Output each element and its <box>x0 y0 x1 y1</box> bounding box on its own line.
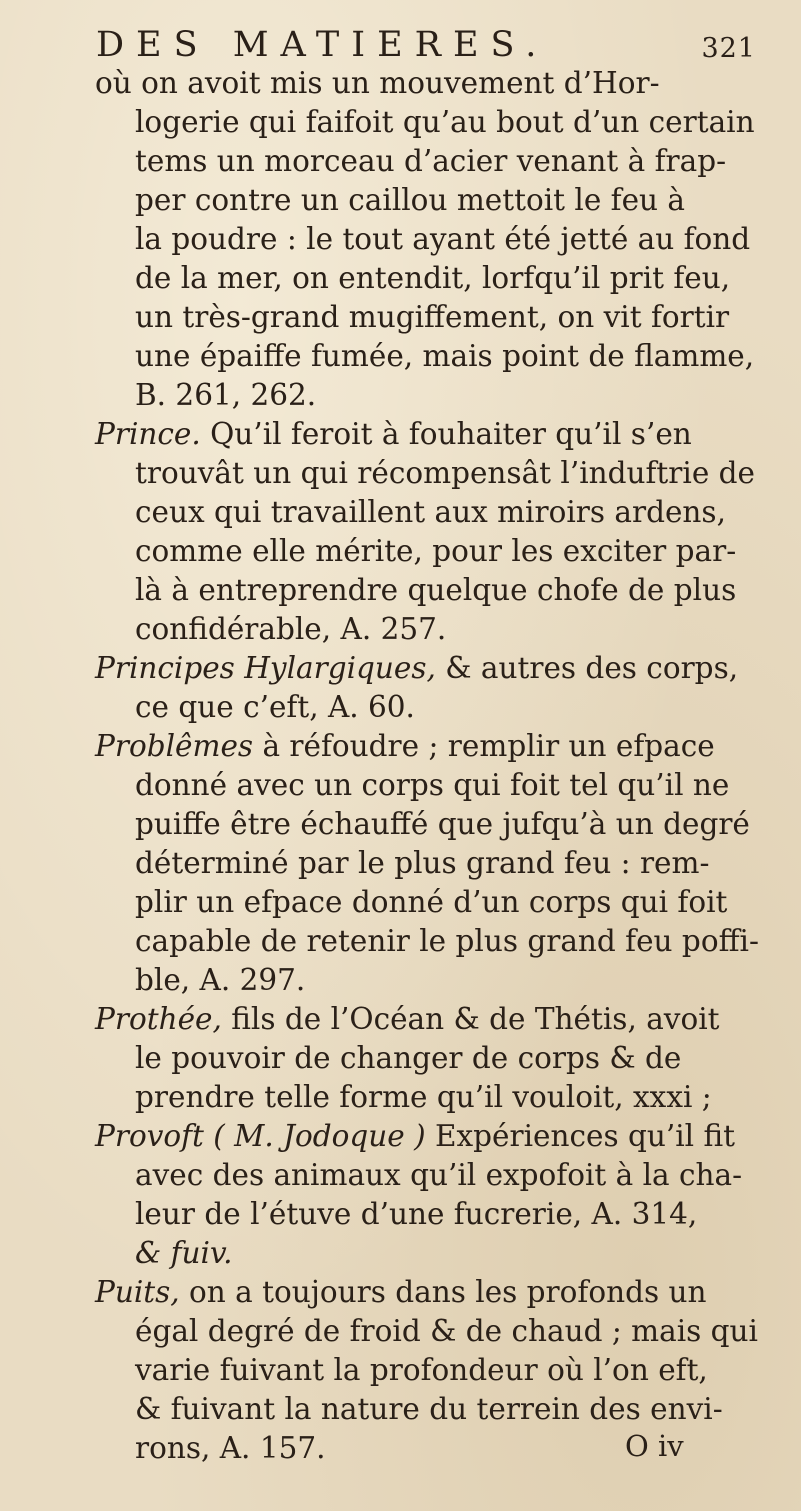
entry-headword: Prothée, <box>95 1002 222 1036</box>
index-line: prendre telle forme qu’il vouloit, xxxi ; <box>135 1080 712 1114</box>
index-entry-first-line <box>95 727 715 767</box>
index-line: une épaiffe fumée, mais point de flamme, <box>135 339 755 373</box>
index-line: ceux qui travaillent aux miroirs ardens, <box>135 495 726 529</box>
index-line: per contre un caillou mettoit le feu à <box>135 183 685 217</box>
index-line: donné avec un corps qui foit tel qu’il ne <box>135 768 730 802</box>
index-line: la poudre : le tout ayant été jetté au fond <box>135 222 751 256</box>
entry-headword: Problêmes <box>95 729 254 763</box>
index-line: B. 261, 262. <box>135 378 317 412</box>
entry-text: Expériences qu’il fit <box>425 1119 736 1153</box>
entry-text: & autres des corps, <box>435 651 739 685</box>
index-line: ce que c’eft, A. 60. <box>135 690 415 724</box>
entry-headword: Principes Hylargiques, <box>95 651 436 685</box>
page-number: 321 <box>701 33 756 64</box>
entry-text: on a toujours dans les profonds un <box>179 1275 707 1309</box>
index-line: le pouvoir de changer de corps & de <box>135 1041 682 1075</box>
index-line: un très-grand mugiffement, on vit fortir <box>135 300 730 334</box>
index-line: confidérable, A. 257. <box>135 612 447 646</box>
index-line: plir un efpace donné d’un corps qui foit <box>135 885 728 919</box>
entry-text: Qu’il feroit à fouhaiter qu’il s’en <box>200 417 692 451</box>
entry-text: à réfoudre ; remplir un efpace <box>253 729 715 763</box>
index-line: logerie qui faifoit qu’au bout d’un certain <box>135 105 755 139</box>
signature-mark: O iv <box>625 1429 684 1463</box>
index-entry-first-line <box>95 1273 707 1313</box>
index-line: leur de l’étuve d’une fucrerie, A. 314, <box>135 1197 698 1231</box>
index-entry-first-line <box>95 415 692 455</box>
index-line: puiffe être échauffé que jufqu’à un degré <box>135 807 750 841</box>
running-head <box>96 20 756 70</box>
index-line: trouvât un qui récompensât l’induftrie de <box>135 456 756 490</box>
index-line: capable de retenir le plus grand feu poffi- <box>135 924 759 958</box>
index-line: déterminé par le plus grand feu : rem- <box>135 846 710 880</box>
index-line: ble, A. 297. <box>135 963 306 997</box>
running-head-title: DES MATIERES. <box>96 25 549 65</box>
entry-headword: Puits, <box>95 1275 180 1309</box>
index-line: comme elle mérite, pour les exciter par- <box>135 534 737 568</box>
index-line: où on avoit mis un mouvement d’Hor- <box>95 66 660 100</box>
index-line: & fuiv. <box>135 1236 233 1270</box>
index-line: & fuivant la nature du terrein des envi- <box>135 1392 723 1426</box>
index-line: égal degré de froid & de chaud ; mais qui <box>135 1314 758 1348</box>
index-line: là à entreprendre quelque chofe de plus <box>135 573 737 607</box>
index-entry-first-line <box>95 1117 735 1157</box>
entry-text: fils de l’Océan & de Thétis, avoit <box>221 1002 720 1036</box>
index-entry-first-line <box>95 649 738 689</box>
index-line: avec des animaux qu’il expofoit à la cha- <box>135 1158 743 1192</box>
entry-headword: Prince. <box>95 417 201 451</box>
index-line: de la mer, on entendit, lorfqu’il prit feu, <box>135 261 731 295</box>
index-line: tems un morceau d’acier venant à frap- <box>135 144 727 178</box>
index-entry-first-line <box>95 1000 720 1040</box>
entry-headword: Provoft ( M. Jodoque ) <box>95 1119 426 1153</box>
index-line: varie fuivant la profondeur où l’on eft, <box>135 1353 708 1387</box>
index-line: rons, A. 157. <box>135 1431 326 1465</box>
